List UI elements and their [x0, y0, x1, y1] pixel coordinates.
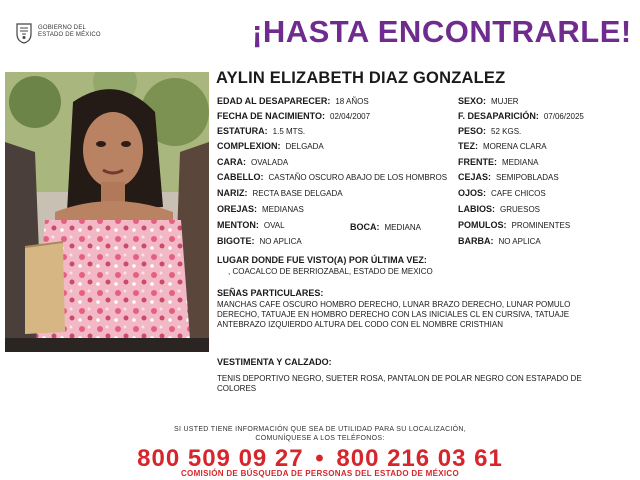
field-bigote: BIGOTE: NO APLICA [217, 236, 302, 246]
field-fecha-desaparicion: F. DESAPARICIÓN: 07/06/2025 [458, 111, 584, 121]
field-cara: CARA: OVALADA [217, 157, 289, 167]
missing-person-photo [5, 72, 209, 352]
phone-number-2[interactable]: 800 216 03 61 [336, 445, 503, 472]
field-peso: PESO: 52 KGS. [458, 126, 522, 136]
field-cabello: CABELLO: CASTAÑO OSCURO ABAJO DE LOS HOMBROS [217, 172, 448, 182]
state-seal-icon [14, 22, 34, 44]
field-pomulos: POMULOS: PROMINENTES [458, 220, 571, 230]
marks-description: MANCHAS CAFE OSCURO HOMBRO DERECHO, LUNAR BRAZO DERECHO, LUNAR POMULO DERECHO, TATUAJE EN HOMBRO DERECHO CON LAS INICIALES CL EN CURSIVA, TATUAJE ANTEBRAZO IZQUIERDO ALTURA DEL CODO CON EL NOMBRE CRISTHIAN [217, 300, 571, 329]
government-logo [14, 20, 124, 50]
field-labios: LABIOS: GRUESOS [458, 204, 541, 214]
field-ojos: OJOS: CAFE CHICOS [458, 188, 546, 198]
commission-name: COMISIÓN DE BÚSQUEDA DE PERSONAS DEL ESTADO DE MÉXICO [180, 469, 459, 478]
phone-separator: • [315, 445, 325, 472]
field-boca: BOCA: MEDIANA [350, 222, 421, 232]
government-name: GOBIERNO DEL ESTADO DE MÉXICO [38, 25, 101, 38]
field-nacimiento: FECHA DE NACIMIENTO: 02/04/2007 [217, 111, 371, 121]
field-estatura: ESTATURA: 1.5 MTS. [217, 126, 306, 136]
field-complexion: COMPLEXION: DELGADA [217, 141, 324, 151]
field-orejas: OREJAS: MEDIANAS [217, 204, 304, 214]
clothing-title: VESTIMENTA Y CALZADO: [217, 357, 332, 367]
field-tez: TEZ: MORENA CLARA [458, 141, 547, 151]
field-cejas: CEJAS: SEMIPOBLADAS [458, 172, 559, 182]
phone-number-1[interactable]: 800 509 09 27 [137, 445, 304, 472]
field-sexo: SEXO: MUJER [458, 96, 519, 106]
person-name: AYLIN ELIZABETH DIAZ GONZALEZ [216, 69, 506, 87]
last-seen-title: LUGAR DONDE FUE VISTO(A) POR ÚLTIMA VEZ: [217, 255, 427, 265]
field-barba: BARBA: NO APLICA [458, 236, 541, 246]
field-frente: FRENTE: MEDIANA [458, 157, 539, 167]
field-menton: MENTON: OVAL [217, 220, 285, 230]
contact-info-line2: COMUNÍQUESE A LOS TELÉFONOS: [255, 435, 385, 442]
marks-title: SEÑAS PARTICULARES: [217, 288, 324, 298]
last-seen-location: , COACALCO DE BERRIOZABAL, ESTADO DE MEXICO [228, 267, 433, 276]
headline: ¡HASTA ENCONTRARLE! [252, 14, 632, 49]
contact-info-line1: SI USTED TIENE INFORMACIÓN QUE SEA DE UTILIDAD PARA SU LOCALIZACIÓN, [173, 426, 467, 433]
field-nariz: NARIZ: RECTA BASE DELGADA [217, 188, 343, 198]
field-edad: EDAD AL DESAPARECER: 18 AÑOS [217, 96, 369, 106]
clothing-description: TENIS DEPORTIVO NEGRO, SUETER ROSA, PANTALON DE POLAR NEGRO CON ESTAPADO DE COLORES [217, 374, 582, 393]
